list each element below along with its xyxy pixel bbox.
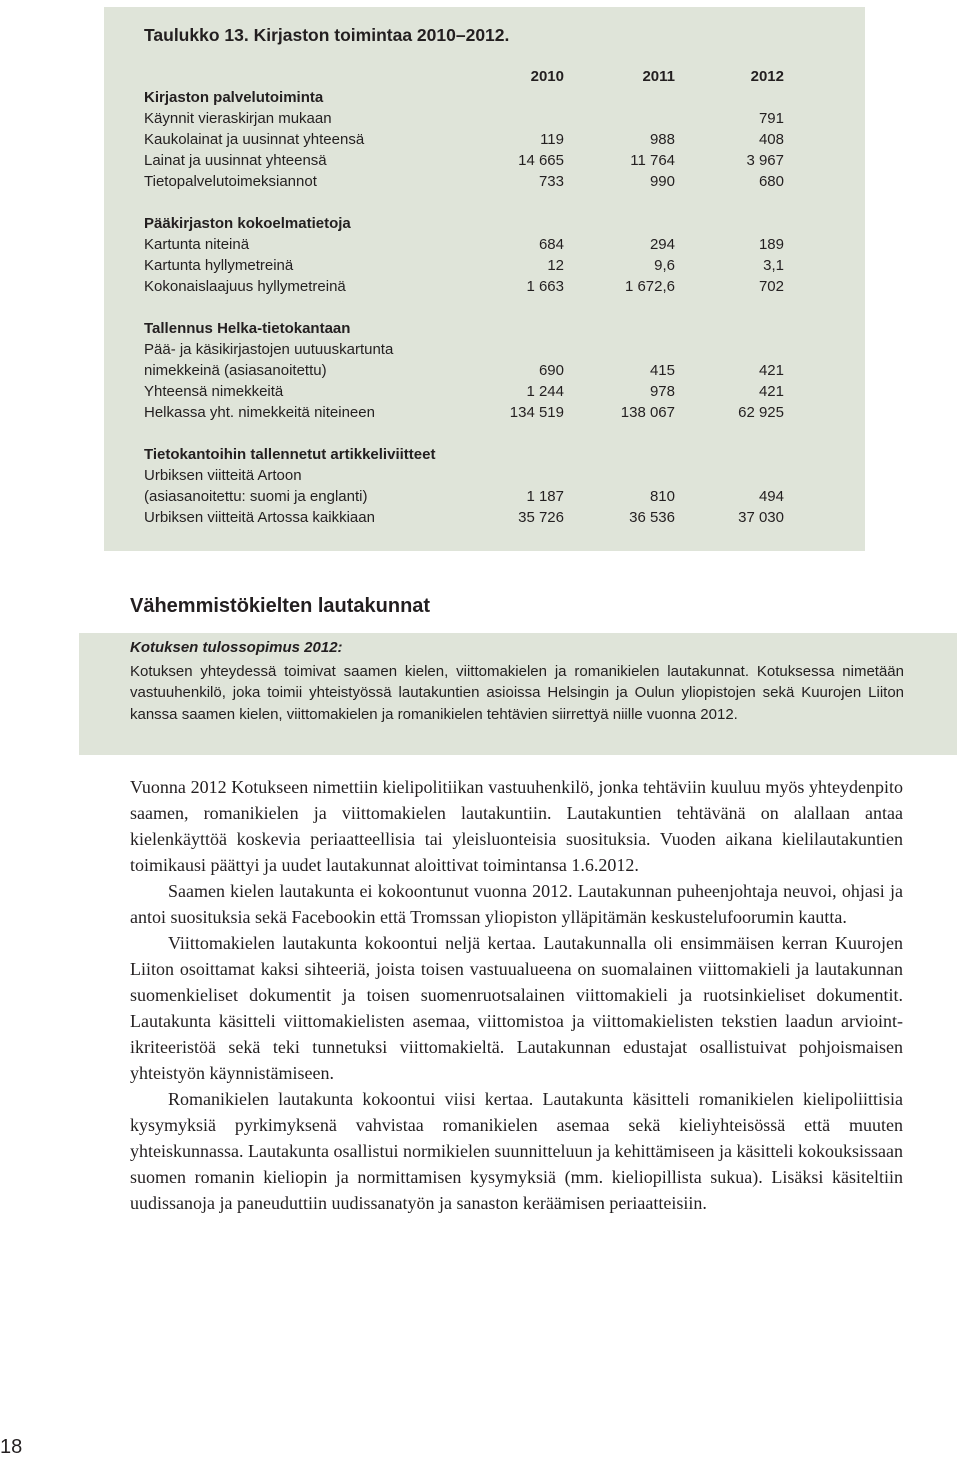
cell-value: 1 244 — [526, 383, 564, 400]
cell-value — [675, 192, 784, 213]
table-row — [144, 423, 784, 444]
cell-value: 1 672,6 — [624, 278, 675, 295]
table-row — [144, 255, 784, 276]
year-header: 2012 — [750, 68, 784, 85]
table-row — [144, 108, 784, 129]
body-paragraph: Viittomakielen lautakunta kokoontui neljä kertaa. Lautakunnalla oli ensimmäisen kerran Kuurojen Liiton osoittamat kaksi sihteeriä, joista toisen vastuualueena on suomalainen viittomakieli ja lautakunnan suomenkieliset dokumentit ja toisen suomenruotsalainen viittomakieli ja ruotsinkieliset dokumentit. Lautakunta käsitteli viittomakielisten asemaa, viittomistoa ja viittomakielisten tekstien laadun arviointikriteeristöä sekä teki tunnetuksi viittomakieltä. Lautakunnan edustajat osallistuivat pohjoismaisen yhteistyön käynnistämiseen. — [130, 933, 903, 1083]
agreement-title: Kotuksen tulossopimus 2012: — [130, 639, 343, 656]
cell-value — [564, 87, 675, 108]
cell-value: 1 663 — [526, 278, 564, 295]
row-label — [144, 192, 444, 213]
row-label: Kaukolainat ja uusinnat yhteensä — [144, 131, 365, 148]
cell-value: 408 — [758, 131, 784, 148]
row-label: Pääkirjaston kokoelmatietoja — [144, 215, 351, 232]
table-row — [144, 234, 784, 255]
cell-value — [444, 297, 564, 318]
row-label: Lainat ja uusinnat yhteensä — [144, 152, 327, 169]
row-label — [144, 423, 444, 444]
table-header-row — [144, 66, 784, 87]
cell-value: 791 — [758, 110, 784, 127]
cell-value — [444, 108, 564, 129]
year-header: 2011 — [642, 68, 675, 85]
row-label: Kirjaston palvelutoiminta — [144, 89, 324, 106]
row-label: nimekkeinä (asiasanoitettu) — [144, 362, 327, 379]
cell-value — [675, 423, 784, 444]
cell-value — [675, 465, 784, 486]
row-label: Urbiksen viitteitä Artossa kaikkiaan — [144, 509, 375, 526]
table-title: Taulukko 13. Kirjaston toimintaa 2010–2012. — [144, 25, 510, 45]
cell-value: 1 187 — [526, 488, 564, 505]
cell-value: 978 — [649, 383, 675, 400]
cell-value: 294 — [649, 236, 675, 253]
cell-value: 189 — [758, 236, 784, 253]
page-number: 18 — [0, 1436, 23, 1458]
row-label — [144, 297, 444, 318]
cell-value — [675, 444, 784, 465]
row-label: Yhteensä nimekkeitä — [144, 383, 284, 400]
cell-value — [564, 213, 675, 234]
row-label: Kartunta niteinä — [144, 236, 250, 253]
cell-value: 990 — [649, 173, 675, 190]
cell-value — [444, 423, 564, 444]
cell-value — [444, 192, 564, 213]
row-label: Käynnit vieraskirjan mukaan — [144, 110, 332, 127]
table-row — [144, 276, 784, 297]
cell-value: 134 519 — [509, 404, 564, 421]
row-label: Tietokantoihin tallennetut artikkeliviitteet — [144, 446, 436, 463]
cell-value — [564, 318, 675, 339]
row-label: Pää- ja käsikirjastojen uutuuskartunta — [144, 341, 394, 358]
cell-value — [675, 213, 784, 234]
row-label: Urbiksen viitteitä Artoon — [144, 467, 302, 484]
table-row — [144, 297, 784, 318]
row-label: (asiasanoitettu: suomi ja englanti) — [144, 488, 368, 505]
cell-value: 415 — [649, 362, 675, 379]
cell-value — [564, 339, 675, 360]
body-paragraph: Vuonna 2012 Kotukseen nimettiin kielipolitiikan vastuuhenkilö, jonka tehtäviin kuuluu myös yhteydenpito saamen, romanikielen ja viittomakielen lautakuntiin. Lautakuntien tehtävänä on alallaan antaa kielenkäyttöä koskevia periaatteellisia tai yleisluonteisia suosituksia. Vuoden aikana kielilautakuntien toimikausi päättyi ja uudet lautakunnat aloittivat toimintansa 1.6.2012. — [130, 777, 903, 875]
body-paragraph: Romanikielen lautakunta kokoontui viisi kertaa. Lautakunta käsitteli romanikielen kielipoliittisia kysymyksiä pyrkimyksenä vahvistaa romanikielen asemaa sekä kieliyhteisössä että muuten yhteiskunnassa. Lautakunta osallistui normikielen suunnitteluun ja kehittämiseen ja käsitteli kokouksissaan suomen romanin kieliopin ja normittamisen kysymyksiä (mm. kieliopillista sukua). Lisäksi käsiteltiin uudissanoja ja paneuduttiin uudissanatyön ja sanaston keräämisen periaatteisiin. — [130, 1089, 903, 1213]
cell-value: 14 665 — [518, 152, 564, 169]
stats-table — [144, 66, 784, 528]
cell-value: 3,1 — [763, 257, 784, 274]
agreement-box — [79, 633, 957, 755]
cell-value — [675, 339, 784, 360]
cell-value — [444, 87, 564, 108]
cell-value — [564, 108, 675, 129]
row-label: Tallennus Helka-tietokantaan — [144, 320, 351, 337]
row-label: Kartunta hyllymetreinä — [144, 257, 294, 274]
cell-value — [564, 465, 675, 486]
cell-value: 421 — [758, 362, 784, 379]
cell-value — [444, 465, 564, 486]
cell-value: 988 — [649, 131, 675, 148]
cell-value: 62 925 — [738, 404, 784, 421]
table-row — [144, 507, 784, 528]
body-text — [130, 774, 903, 1216]
agreement-text: Kotuksen yhteydessä toimivat saamen kielen, viittomakielen ja romanikielen lautakunnat. Kotuksessa nimetään vastuuhenkilö, joka toimii yhteistyössä lautakuntien asioissa Helsingin ja Oulun yliopistojen sekä Kuurojen Liiton kanssa saamen kielen, viittomakielen ja romanikielen tehtävien siirrettyä niille vuonna 2012. — [130, 663, 904, 723]
table-row — [144, 465, 784, 486]
cell-value — [564, 444, 675, 465]
table-row — [144, 444, 784, 465]
cell-value — [564, 423, 675, 444]
cell-value — [675, 318, 784, 339]
table-row — [144, 213, 784, 234]
table-row — [144, 381, 784, 402]
cell-value — [564, 192, 675, 213]
table-row — [144, 402, 784, 423]
table-row — [144, 171, 784, 192]
cell-value: 9,6 — [654, 257, 675, 274]
table-row — [144, 150, 784, 171]
cell-value: 733 — [538, 173, 564, 190]
cell-value: 702 — [758, 278, 784, 295]
cell-value: 11 764 — [630, 152, 675, 169]
cell-value — [675, 297, 784, 318]
cell-value — [564, 297, 675, 318]
cell-value: 12 — [547, 257, 564, 274]
table-row — [144, 360, 784, 381]
cell-value: 138 067 — [620, 404, 675, 421]
row-label: Tietopalvelutoimeksiannot — [144, 173, 317, 190]
cell-value: 3 967 — [746, 152, 784, 169]
cell-value: 35 726 — [518, 509, 564, 526]
cell-value: 684 — [538, 236, 564, 253]
table-row — [144, 318, 784, 339]
table-row — [144, 339, 784, 360]
table-row — [144, 129, 784, 150]
cell-value: 119 — [540, 131, 564, 148]
library-stats-table-box — [104, 7, 865, 551]
cell-value: 36 536 — [629, 509, 675, 526]
cell-value: 690 — [538, 362, 564, 379]
cell-value: 421 — [758, 383, 784, 400]
cell-value: 37 030 — [738, 509, 784, 526]
cell-value — [675, 87, 784, 108]
cell-value — [444, 318, 564, 339]
row-label: Kokonaislaajuus hyllymetreinä — [144, 278, 346, 295]
section-heading: Vähemmistökielten lautakunnat — [130, 595, 431, 617]
row-label: Helkassa yht. nimekkeitä niteineen — [144, 404, 375, 421]
cell-value: 810 — [649, 488, 675, 505]
cell-value: 680 — [758, 173, 784, 190]
year-header: 2010 — [530, 68, 564, 85]
cell-value — [444, 213, 564, 234]
cell-value: 494 — [758, 488, 784, 505]
table-row — [144, 486, 784, 507]
cell-value — [444, 444, 564, 465]
table-row — [144, 87, 784, 108]
table-row — [144, 192, 784, 213]
body-paragraph: Saamen kielen lautakunta ei kokoontunut vuonna 2012. Lautakunnan puheenjohtaja neuvoi, ohjasi ja antoi suosituksia sekä Facebookin että Tromssan yliopiston ylläpitämän keskustelufoorumin kautta. — [130, 881, 903, 927]
cell-value — [444, 339, 564, 360]
